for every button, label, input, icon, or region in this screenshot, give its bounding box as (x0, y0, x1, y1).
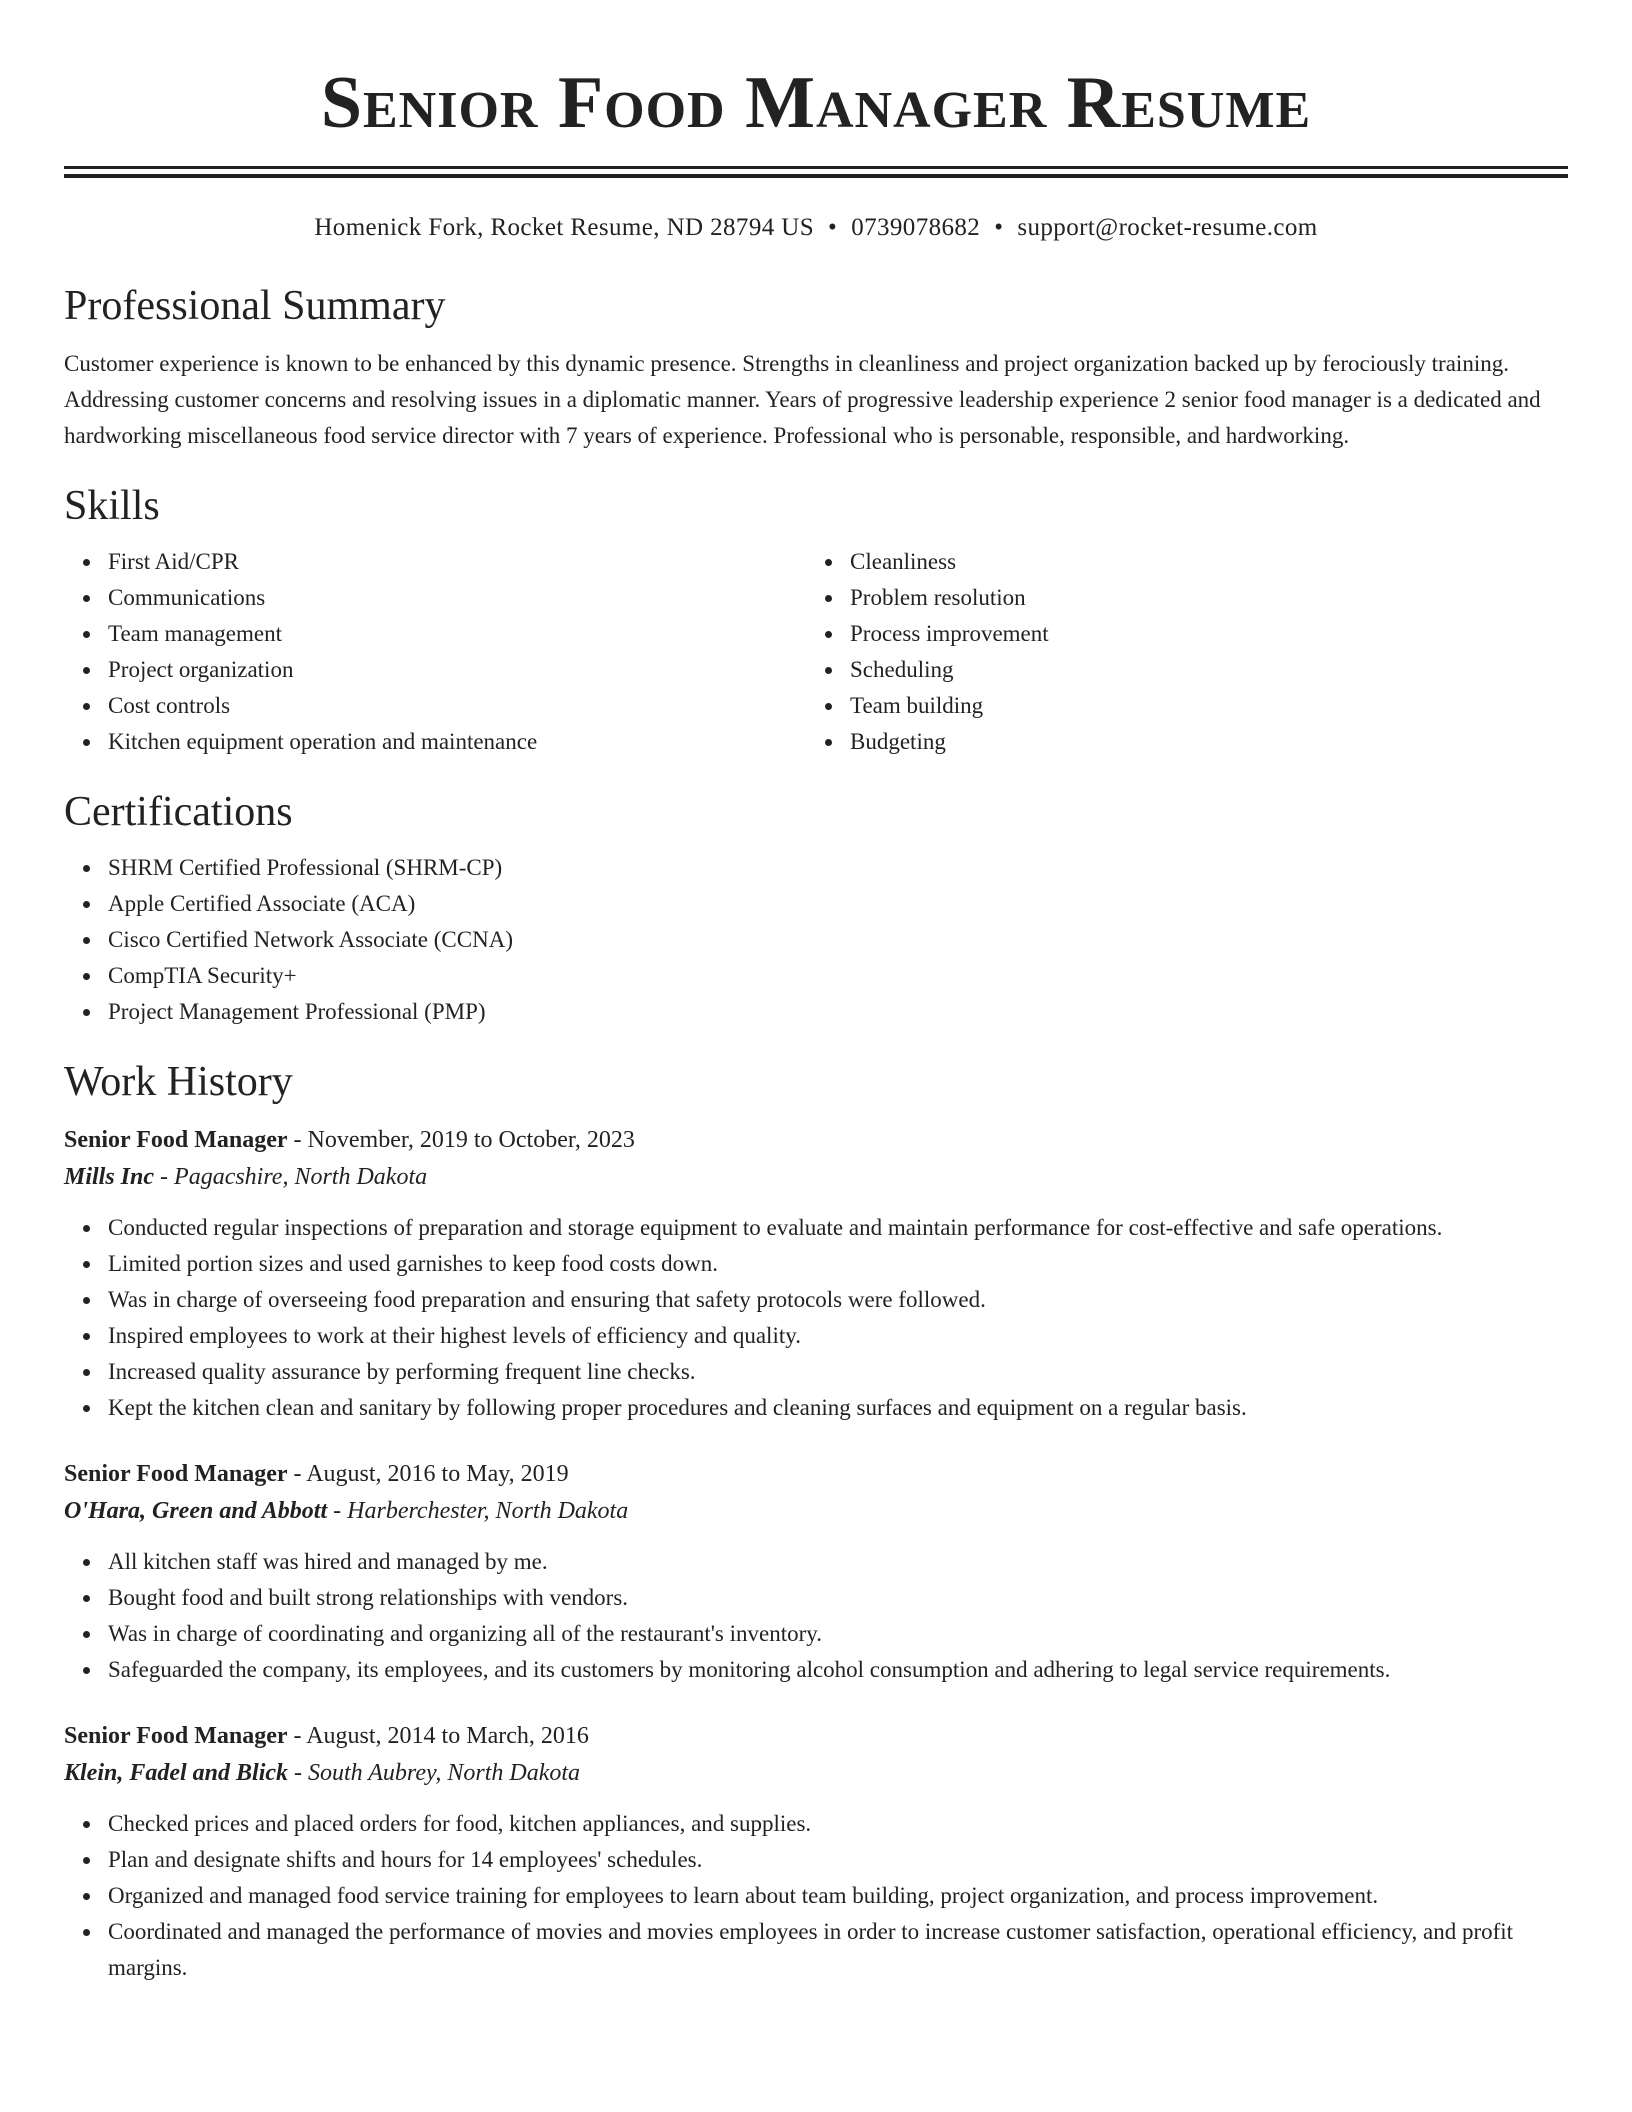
contact-line (64, 212, 1568, 244)
job-duty: Plan and designate shifts and hours for 14 employees' schedules. (108, 1842, 1568, 1878)
certifications-section (64, 786, 1568, 1030)
job-role: Senior Food Manager (64, 1461, 288, 1487)
job-duty: Safeguarded the company, its employees, and its customers by monitoring alcohol consumption and adhering to legal service requirements. (108, 1652, 1568, 1688)
job-company: O'Hara, Green and Abbott (64, 1498, 328, 1524)
job-company-line (64, 1754, 1568, 1792)
job-dates: August, 2014 to March, 2016 (306, 1723, 589, 1749)
skill-item: Kitchen equipment operation and maintenance (108, 724, 806, 760)
job-title-line (64, 1718, 1568, 1754)
job-location: South Aubrey, North Dakota (308, 1760, 581, 1786)
work-history-heading: Work History (64, 1059, 293, 1105)
job-company-line (64, 1158, 1568, 1196)
skill-item: Cleanliness (850, 544, 1568, 580)
work-history-section (64, 1056, 1568, 1986)
skill-item: First Aid/CPR (108, 544, 806, 580)
job-duties-list (64, 1806, 1568, 1986)
summary-section (64, 280, 1568, 454)
job-dash: - (287, 1723, 307, 1749)
skill-item: Problem resolution (850, 580, 1568, 616)
job-duties-list (64, 1544, 1568, 1688)
certification-item: SHRM Certified Professional (SHRM-CP) (108, 850, 1568, 886)
skill-item: Scheduling (850, 652, 1568, 688)
summary-text: Customer experience is known to be enhanced by this dynamic presence. Strengths in cleanliness and project organization backed up by ferociously training. Addressing customer concerns and resolving issues in a diplomatic manner. Years of progressive leadership experience 2 senior food manager is a dedicated and hardworking miscellaneous food service director with 7 years of experience. Professional who is personable, responsible, and hardworking. (64, 351, 1541, 448)
page-title: Senior Food Manager Resume (320, 62, 1312, 144)
contact-phone: 0739078682 (851, 214, 981, 241)
job-company: Klein, Fadel and Blick (64, 1760, 289, 1786)
job-dash: - (327, 1498, 348, 1524)
skills-heading: Skills (64, 483, 160, 529)
job-entry (64, 1718, 1568, 1986)
contact-email: support@rocket-resume.com (1017, 214, 1318, 241)
job-dash: - (287, 1461, 307, 1487)
job-dash: - (154, 1164, 175, 1190)
certification-item: CompTIA Security+ (108, 958, 1568, 994)
summary-heading: Professional Summary (64, 283, 446, 329)
job-dash: - (288, 1760, 309, 1786)
job-duties-list (64, 1210, 1568, 1426)
job-duty: Conducted regular inspections of preparation and storage equipment to evaluate and maintain performance for cost-effective and safe operations. (108, 1210, 1568, 1246)
job-duty: Bought food and built strong relationships with vendors. (108, 1580, 1568, 1616)
contact-address: Homenick Fork, Rocket Resume, ND 28794 US (314, 214, 815, 241)
skill-item: Cost controls (108, 688, 806, 724)
job-dash: - (287, 1127, 308, 1153)
job-location: Harberchester, North Dakota (347, 1498, 629, 1524)
job-title-line (64, 1122, 1568, 1158)
job-title-line (64, 1456, 1568, 1492)
job-duty: Kept the kitchen clean and sanitary by following proper procedures and cleaning surfaces and equipment on a regular basis. (108, 1390, 1568, 1426)
job-duty: Checked prices and placed orders for food, kitchen appliances, and supplies. (108, 1806, 1568, 1842)
skill-item: Communications (108, 580, 806, 616)
skills-list-left (64, 544, 806, 760)
job-duty: Increased quality assurance by performing frequent line checks. (108, 1354, 1568, 1390)
job-dates: August, 2016 to May, 2019 (306, 1461, 569, 1487)
certifications-heading: Certifications (64, 789, 293, 835)
skills-section (64, 480, 1568, 760)
skills-grid (64, 544, 1568, 760)
skill-item: Process improvement (850, 616, 1568, 652)
job-duty: All kitchen staff was hired and managed by me. (108, 1544, 1568, 1580)
job-dates: November, 2019 to October, 2023 (307, 1127, 635, 1153)
job-duty: Coordinated and managed the performance of movies and movies employees in order to increase customer satisfaction, operational efficiency, and profit margins. (108, 1914, 1568, 1986)
certification-item: Apple Certified Associate (ACA) (108, 886, 1568, 922)
certification-item: Cisco Certified Network Associate (CCNA) (108, 922, 1568, 958)
job-duty: Limited portion sizes and used garnishes to keep food costs down. (108, 1246, 1568, 1282)
job-company-line (64, 1492, 1568, 1530)
job-company: Mills Inc (64, 1164, 155, 1190)
job-duty: Inspired employees to work at their highest levels of efficiency and quality. (108, 1318, 1568, 1354)
skill-item: Team building (850, 688, 1568, 724)
certifications-list (64, 850, 1568, 1030)
job-duty: Organized and managed food service training for employees to learn about team building, project organization, and process improvement. (108, 1878, 1568, 1914)
job-entry (64, 1456, 1568, 1688)
certification-item: Project Management Professional (PMP) (108, 994, 1568, 1030)
contact-separator: • (994, 214, 1004, 241)
job-duty: Was in charge of coordinating and organizing all of the restaurant's inventory. (108, 1616, 1568, 1652)
skill-item: Project organization (108, 652, 806, 688)
job-entry (64, 1122, 1568, 1426)
skills-list-right (806, 544, 1568, 760)
job-role: Senior Food Manager (64, 1127, 288, 1153)
job-role: Senior Food Manager (64, 1723, 288, 1749)
contact-separator: • (828, 214, 838, 241)
title-divider (64, 166, 1568, 178)
job-duty: Was in charge of overseeing food preparation and ensuring that safety protocols were followed. (108, 1282, 1568, 1318)
job-location: Pagacshire, North Dakota (174, 1164, 428, 1190)
skill-item: Team management (108, 616, 806, 652)
skill-item: Budgeting (850, 724, 1568, 760)
